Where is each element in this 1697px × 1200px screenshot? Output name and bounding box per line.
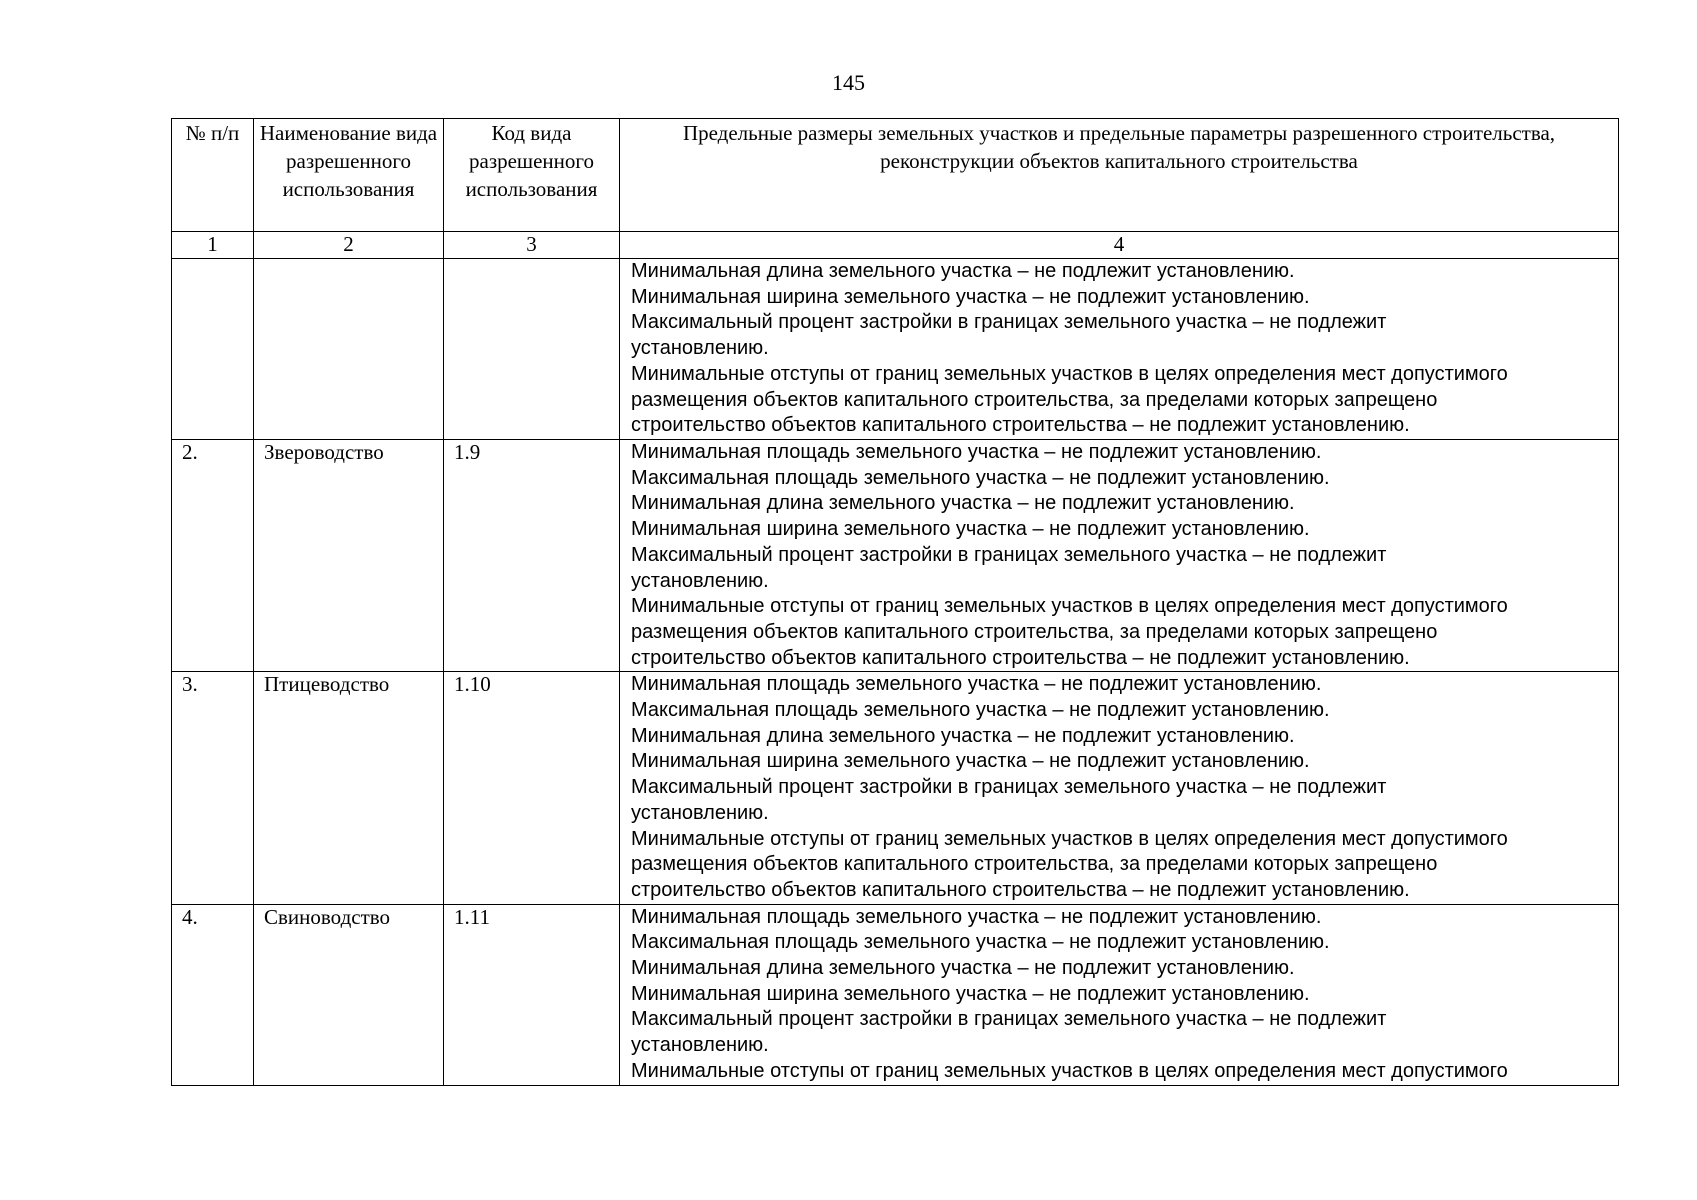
row-parameters: [620, 259, 1619, 440]
parameter-line: Минимальная длина земельного участка – не подлежит установлению.: [631, 957, 1295, 980]
parameter-line: установлению.: [631, 801, 769, 824]
row-use-code: 1.10: [444, 672, 620, 904]
row-use-code: [444, 259, 620, 440]
column-number: 4: [620, 232, 1619, 259]
parameter-line: Максимальный процент застройки в границах земельного участка – не подлежит: [631, 1008, 1387, 1031]
parameter-line: Минимальная длина земельного участка – не подлежит установлению.: [631, 724, 1295, 747]
parameter-line: Минимальные отступы от границ земельных участков в целях определения мест допустимого: [631, 595, 1508, 618]
row-parameters: [620, 440, 1619, 672]
parameter-line: размещения объектов капитального строительства, за пределами которых запрещено: [631, 620, 1438, 643]
row-number: 2.: [172, 440, 254, 672]
parameter-line: размещения объектов капитального строительства, за пределами которых запрещено: [631, 388, 1438, 411]
column-number-row: [172, 232, 1619, 259]
table-header-row: [172, 119, 1619, 232]
parameter-line: Минимальные отступы от границ земельных участков в целях определения мест допустимого: [631, 1059, 1508, 1082]
row-number: 4.: [172, 904, 254, 1085]
table-row: [172, 259, 1619, 440]
row-use-code: 1.11: [444, 904, 620, 1085]
parameter-line: Максимальная площадь земельного участка – не подлежит установлению.: [631, 699, 1330, 722]
parameter-line: Минимальная длина земельного участка – не подлежит установлению.: [631, 260, 1295, 282]
row-use-name: Свиноводство: [254, 904, 444, 1085]
column-number: 1: [172, 232, 254, 259]
parameter-line: Максимальный процент застройки в границах земельного участка – не подлежит: [631, 543, 1387, 566]
table-row: [172, 672, 1619, 904]
row-use-name: [254, 259, 444, 440]
parameter-line: Минимальная площадь земельного участка – не подлежит установлению.: [631, 673, 1322, 696]
page-number: 145: [832, 70, 865, 95]
parameter-line: Минимальная ширина земельного участка – не подлежит установлению.: [631, 750, 1310, 773]
parameter-line: Максимальная площадь земельного участка – не подлежит установлению.: [631, 466, 1330, 489]
header-number: № п/п: [172, 119, 254, 232]
row-use-name: Звероводство: [254, 440, 444, 672]
column-number: 3: [444, 232, 620, 259]
row-parameters: [620, 672, 1619, 904]
parameter-line: размещения объектов капитального строительства, за пределами которых запрещено: [631, 853, 1438, 876]
parameter-line: Минимальная ширина земельного участка – не подлежит установлению.: [631, 285, 1310, 308]
header-parameters: Предельные размеры земельных участков и предельные параметры разрешенного строительства, реконструкции объектов капитального строительства: [620, 119, 1619, 232]
row-number: [172, 259, 254, 440]
parameter-line: строительство объектов капитального строительства – не подлежит установлению.: [631, 646, 1410, 669]
table-row: [172, 904, 1619, 1085]
parameter-line: строительство объектов капитального строительства – не подлежит установлению.: [631, 414, 1410, 437]
parameter-line: Максимальный процент застройки в границах земельного участка – не подлежит: [631, 311, 1387, 334]
parameter-line: установлению.: [631, 337, 769, 360]
parameter-line: Минимальная площадь земельного участка – не подлежит установлению.: [631, 905, 1322, 928]
row-number: 3.: [172, 672, 254, 904]
parameter-line: Минимальная ширина земельного участка – не подлежит установлению.: [631, 982, 1310, 1005]
header-use-code: Код вида разрешенного использования: [444, 119, 620, 232]
regulations-table: [171, 118, 1619, 1086]
parameter-line: установлению.: [631, 1034, 769, 1057]
parameter-line: Минимальные отступы от границ земельных участков в целях определения мест допустимого: [631, 362, 1508, 385]
parameter-line: Минимальные отступы от границ земельных участков в целях определения мест допустимого: [631, 827, 1508, 850]
row-use-code: 1.9: [444, 440, 620, 672]
row-parameters: [620, 904, 1619, 1085]
parameter-line: Минимальная длина земельного участка – не подлежит установлению.: [631, 492, 1295, 515]
row-use-name: Птицеводство: [254, 672, 444, 904]
parameter-line: Максимальный процент застройки в границах земельного участка – не подлежит: [631, 776, 1387, 799]
parameter-line: Минимальная площадь земельного участка – не подлежит установлению.: [631, 441, 1322, 463]
parameter-line: установлению.: [631, 569, 769, 592]
parameter-line: Максимальная площадь земельного участка – не подлежит установлению.: [631, 931, 1330, 954]
column-number: 2: [254, 232, 444, 259]
parameter-line: строительство объектов капитального строительства – не подлежит установлению.: [631, 878, 1410, 901]
header-use-name: Наименование вида разрешенного использования: [254, 119, 444, 232]
table-row: [172, 440, 1619, 672]
parameter-line: Минимальная ширина земельного участка – не подлежит установлению.: [631, 518, 1310, 541]
